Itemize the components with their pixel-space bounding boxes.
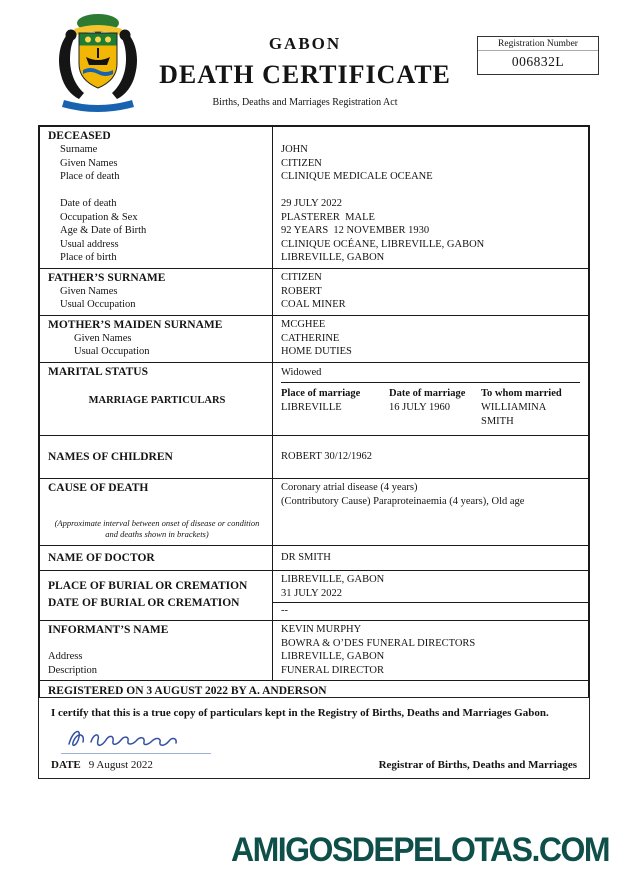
section-deceased xyxy=(40,127,588,268)
section-father xyxy=(40,268,588,315)
registrar-signature xyxy=(61,722,211,754)
date-of-death-label: Date of death xyxy=(60,198,117,209)
father-occupation-label: Usual Occupation xyxy=(60,299,136,310)
informant-name-line-1: KEVIN MURPHY xyxy=(281,623,362,635)
usual-address-value: CLINIQUE OCÉANE, LIBREVILLE, GABON xyxy=(281,238,485,250)
registered-statement: REGISTERED ON 3 AUGUST 2022 BY A. ANDERSON xyxy=(48,685,327,697)
brand-logo: AMIGOSDEPELOTAS.COM xyxy=(230,829,609,869)
father-labels xyxy=(40,269,272,315)
deceased-labels xyxy=(40,127,272,268)
cause-note: (Approximate interval between onset of disease or condition and deaths shown in brackets) xyxy=(54,518,260,539)
burial-date-heading: DATE OF BURIAL OR CREMATION xyxy=(48,597,240,610)
certificate-table xyxy=(38,125,590,704)
surname-value: JOHN xyxy=(281,144,308,155)
marital-labels xyxy=(40,363,272,436)
signature-underline xyxy=(61,753,211,754)
doctor-value: DR SMITH xyxy=(281,551,331,563)
occupation-sex-label: Occupation & Sex xyxy=(60,211,138,223)
informant-description-value: FUNERAL DIRECTOR xyxy=(281,664,384,676)
mother-labels xyxy=(40,316,272,362)
surname-label: Surname xyxy=(60,144,98,155)
signature-path xyxy=(69,732,176,746)
registration-number-box xyxy=(477,36,599,75)
place-of-marriage-header: Place of marriage xyxy=(281,388,361,399)
marriage-particulars-table xyxy=(281,387,580,432)
date-of-death-value: 29 JULY 2022 xyxy=(281,198,342,209)
informant-heading: INFORMANT’S NAME xyxy=(48,623,169,636)
deceased-values xyxy=(272,127,588,268)
marriage-particulars-label: MARRIAGE PARTICULARS xyxy=(88,394,226,406)
given-names-label: Given Names xyxy=(60,157,118,169)
place-of-birth-label: Place of birth xyxy=(60,252,117,263)
mother-occupation-value: HOME DUTIES xyxy=(281,346,352,357)
occupation-sex-value: PLASTERER MALE xyxy=(281,211,375,223)
date-label: DATE xyxy=(51,759,81,771)
certification-box xyxy=(38,697,590,779)
age-dob-value: 92 YEARS 12 NOVEMBER 1930 xyxy=(281,225,430,236)
registration-number-value: 006832L xyxy=(511,54,565,69)
mother-heading: MOTHER’S MAIDEN SURNAME xyxy=(48,318,223,331)
children-heading: NAMES OF CHILDREN xyxy=(48,450,173,463)
father-occupation-value: COAL MINER xyxy=(281,299,346,310)
informant-address-value: LIBREVILLE, GABON xyxy=(281,651,385,662)
registration-number-label: Registration Number xyxy=(478,37,598,51)
date-cell xyxy=(51,759,153,771)
informant-description-label: Description xyxy=(48,664,97,676)
father-given-names-value: ROBERT xyxy=(281,285,322,297)
place-of-death-value: CLINIQUE MEDICALE OCEANE xyxy=(281,171,433,182)
cause-line-2: (Contributory Cause) Paraproteinaemia (4 years), Old age xyxy=(281,495,525,507)
cause-line-1: Coronary atrial disease (4 years) xyxy=(281,482,418,493)
mother-surname-value: MCGHEE xyxy=(281,318,326,330)
section-informant xyxy=(40,620,588,681)
doctor-heading: NAME OF DOCTOR xyxy=(48,551,155,564)
to-whom-married-value: WILLIAMINA SMITH xyxy=(481,402,546,427)
date-of-marriage-value: 16 JULY 1960 xyxy=(389,402,450,413)
place-of-birth-value: LIBREVILLE, GABON xyxy=(281,252,385,263)
section-mother xyxy=(40,315,588,362)
section-cause-of-death xyxy=(40,478,588,545)
informant-address-label: Address xyxy=(48,651,83,662)
signature-graphic xyxy=(61,722,201,752)
marital-status-value: Widowed xyxy=(281,365,580,384)
to-whom-married-header: To whom married xyxy=(481,388,562,399)
section-children xyxy=(40,435,588,478)
mother-occupation-label: Usual Occupation xyxy=(74,346,150,357)
father-surname-value: CITIZEN xyxy=(281,271,322,283)
date-value: 9 August 2022 xyxy=(88,759,153,771)
place-of-marriage-value: LIBREVILLE xyxy=(281,402,342,413)
informant-name-line-2: BOWRA & O’DES FUNERAL DIRECTORS xyxy=(281,637,476,649)
cause-heading: CAUSE OF DEATH xyxy=(48,482,149,494)
section-burial xyxy=(40,570,588,620)
deceased-heading: DECEASED xyxy=(48,130,111,142)
place-of-death-label: Place of death xyxy=(60,171,120,182)
age-dob-label: Age & Date of Birth xyxy=(60,225,147,236)
section-doctor xyxy=(40,545,588,570)
father-heading: FATHER’S SURNAME xyxy=(48,271,166,284)
burial-date-value: -- xyxy=(281,605,288,616)
header-title-block xyxy=(140,34,470,108)
section-marital xyxy=(40,362,588,436)
usual-address-label: Usual address xyxy=(60,238,119,250)
marital-values xyxy=(272,363,588,436)
burial-place-line-2: 31 JULY 2022 xyxy=(281,587,342,599)
father-given-names-label: Given Names xyxy=(60,285,118,297)
coat-of-arms-graphic xyxy=(56,12,140,114)
mother-given-names-label: Given Names xyxy=(74,332,132,344)
burial-place-values xyxy=(273,571,588,603)
burial-place-line-1: LIBREVILLE, GABON xyxy=(281,574,385,585)
gabon-coat-of-arms xyxy=(56,12,140,119)
father-values xyxy=(272,269,588,315)
marital-heading: MARITAL STATUS xyxy=(48,365,149,378)
country-title: GABON xyxy=(268,34,342,53)
registrar-title: Registrar of Births, Deaths and Marriages xyxy=(378,759,577,771)
certify-statement: I certify that this is a true copy of particulars kept in the Registry of Births, Deaths and Marriages Gabon. xyxy=(51,707,549,719)
act-subtitle: Births, Deaths and Marriages Registration Act xyxy=(212,97,398,108)
mother-given-names-value: CATHERINE xyxy=(281,332,340,344)
children-value: ROBERT 30/12/1962 xyxy=(281,450,373,462)
mother-values xyxy=(272,316,588,362)
date-of-marriage-header: Date of marriage xyxy=(389,388,466,399)
burial-place-heading: PLACE OF BURIAL OR CREMATION xyxy=(48,580,248,593)
certificate-title: DEATH CERTIFICATE xyxy=(159,60,451,89)
given-names-value: CITIZEN xyxy=(281,157,322,169)
